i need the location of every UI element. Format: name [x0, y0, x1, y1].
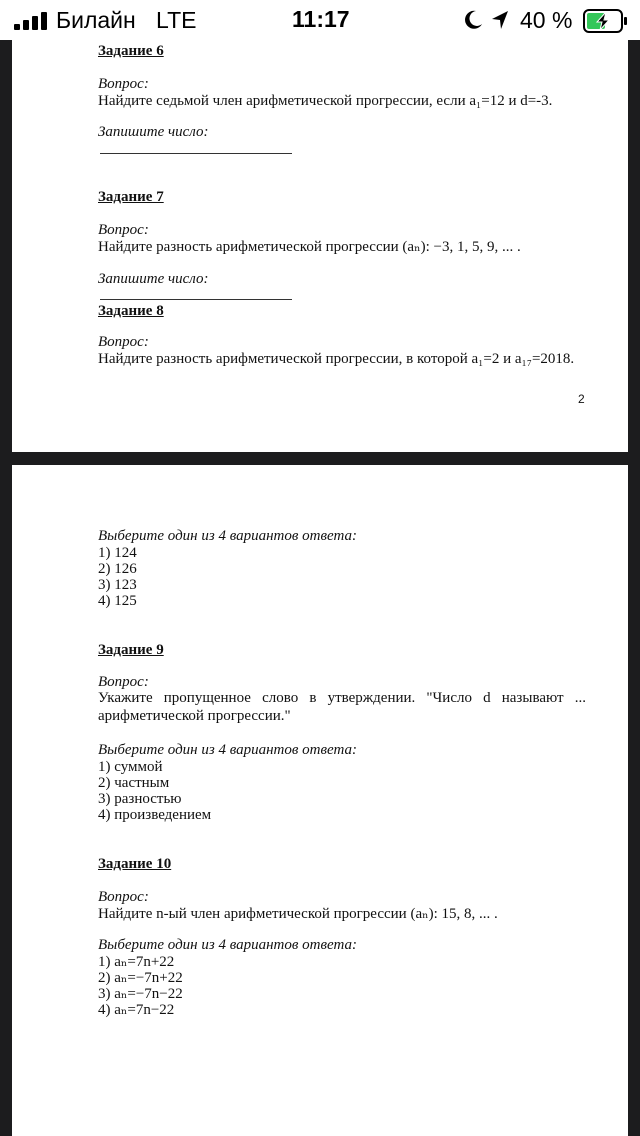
task-8-option: 1) 124: [98, 545, 137, 561]
task-9-option: 1) суммой: [98, 759, 163, 775]
question-word: утверждении.: [327, 690, 416, 706]
task-9-question-line-1: [98, 689, 586, 707]
task-7-answer-label: Запишите число:: [98, 271, 209, 287]
question-word: Укажите: [98, 690, 153, 706]
task-10-title: Задание 10: [98, 856, 172, 872]
task-7-title: Задание 7: [98, 189, 164, 205]
task-9-option: 4) произведением: [98, 807, 212, 823]
question-word: слово: [262, 690, 299, 706]
location-arrow-icon: [490, 9, 510, 31]
battery-charging-icon: [583, 9, 629, 33]
task-6-answer-line: [100, 153, 292, 154]
task-10-option: 4) aₙ=7n−22: [98, 1002, 175, 1018]
task-7-question: Найдите разность арифметической прогрессии (aₙ): −3, 1, 5, 9, ... .: [98, 239, 521, 255]
moon-icon: [462, 9, 484, 31]
task-8-title: Задание 8: [98, 303, 164, 319]
task-10-option: 2) aₙ=−7n+22: [98, 970, 183, 986]
document-page-3: [12, 465, 628, 1136]
question-word: называют: [501, 690, 564, 706]
task-10-option: 1) aₙ=7n+22: [98, 954, 175, 970]
question-word: d: [483, 690, 491, 706]
task-10-question: Найдите n-ый член арифметической прогрессии (aₙ): 15, 8, ... .: [98, 906, 498, 922]
task-10-options-label: Выберите один из 4 вариантов ответа:: [98, 937, 357, 953]
carrier-name: Билайн: [56, 7, 136, 33]
task-6-answer-label: Запишите число:: [98, 124, 209, 140]
task-6-question-label: Вопрос:: [98, 76, 149, 92]
task-9-option: 3) разностью: [98, 791, 182, 807]
task-7-answer-line: [100, 299, 292, 300]
task-9-options-label: Выберите один из 4 вариантов ответа:: [98, 742, 357, 758]
task-9-question-line-2: арифметической прогрессии.": [98, 708, 291, 724]
task-9-title: Задание 9: [98, 642, 164, 658]
task-10-question-label: Вопрос:: [98, 889, 149, 905]
battery-percent: 40 %: [520, 7, 573, 33]
page-number: 2: [578, 392, 585, 406]
task-8-option: 2) 126: [98, 561, 137, 577]
task-10-option: 3) aₙ=−7n−22: [98, 986, 183, 1002]
question-word: пропущенное: [163, 690, 251, 706]
task-9-question-label: Вопрос:: [98, 674, 149, 690]
task-8-question-label: Вопрос:: [98, 334, 149, 350]
task-8-option: 3) 123: [98, 577, 137, 593]
signal-bars-icon: [14, 12, 48, 30]
task-7-question-label: Вопрос:: [98, 222, 149, 238]
task-6-question: Найдите седьмой член арифметической прогрессии, если a₁=12 и d=-3.: [98, 93, 553, 109]
document-page-2: [12, 40, 628, 452]
task-9-option: 2) частным: [98, 775, 170, 791]
network-type: LTE: [156, 7, 197, 33]
clock: 11:17: [292, 6, 350, 32]
question-word: ...: [574, 690, 586, 706]
task-8-question: Найдите разность арифметической прогрессии, в которой a₁=2 и a₁₇=2018.: [98, 351, 575, 367]
task-8-options-label: Выберите один из 4 вариантов ответа:: [98, 528, 357, 544]
status-bar: [0, 0, 640, 40]
task-8-option: 4) 125: [98, 593, 137, 609]
question-word: "Число: [426, 690, 472, 706]
task-6-title: Задание 6: [98, 43, 164, 59]
question-word: в: [309, 690, 317, 706]
